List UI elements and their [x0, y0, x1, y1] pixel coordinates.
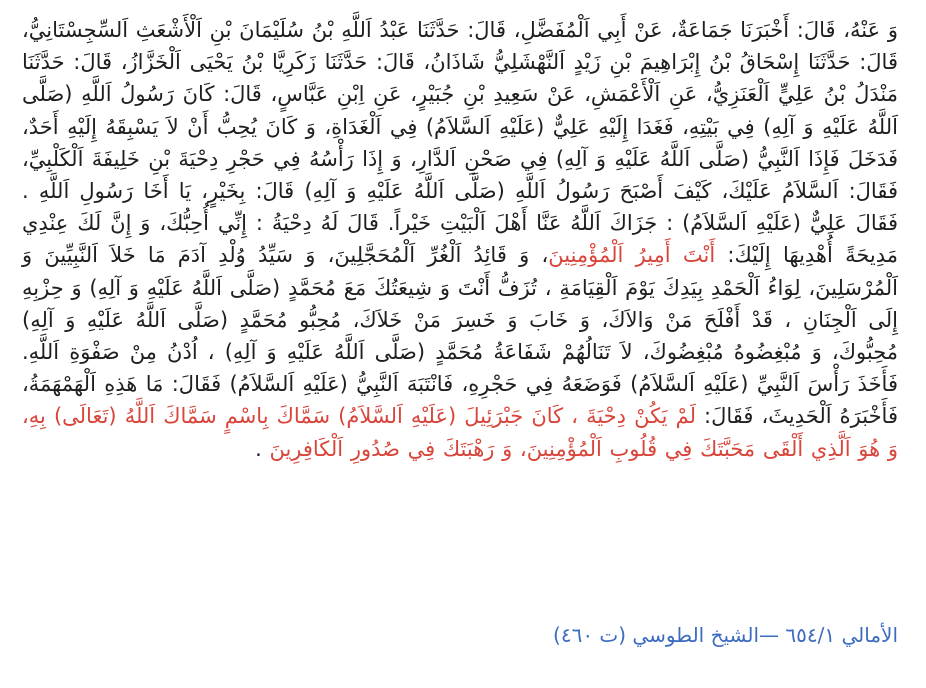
- hadith-highlight-amir-almuminin: أَنْتَ أَمِيرُ اَلْمُؤْمِنِينَ: [548, 243, 716, 268]
- hadith-narration-part1: وَ عَنْهُ، قَالَ: أَخْبَرَنَا جَمَاعَةٌ، عَنْ أَبِي اَلْمُفَضَّلِ، قَالَ: حَدَّثَنَا عَبْدُ اَللَّهِ بْنُ سُلَيْمَانَ بْنِ اَلْأَشْعَثِ اَلسِّجِسْتَانِيُّ، قَالَ: حَدَّثَنَا إِسْحَاقُ بْنُ إِبْرَاهِيمَ بْنِ زَيْدٍ اَلنَّهْشَلِيُّ شَاذَانُ، قَالَ: حَدَّثَنَا زَكَرِيَّا بْنُ يَحْيَى اَلْخَزَّازُ، قَالَ: حَدَّثَنَا مَنْدَلُ بْنُ عَلِيٍّ اَلْعَنَزِيُّ، عَنِ اَلْأَعْمَشِ، عَنْ سَعِيدِ بْنِ جُبَيْرٍ، عَنِ اِبْنِ عَبَّاسٍ، قَالَ: كَانَ رَسُولُ اَللَّهِ (صَلَّى اَللَّهُ عَلَيْهِ وَ آلِهِ) فِي بَيْتِهِ، فَغَدَا إِلَيْهِ عَلِيٌّ (عَلَيْهِ اَلسَّلاَمُ) فِي اَلْغَدَاةِ، وَ كَانَ يُحِبُّ أَنْ لاَ يَسْبِقَهُ إِلَيْهِ أَحَدٌ، فَدَخَلَ فَإِذَا اَلنَّبِيُّ (صَلَّى اَللَّهُ عَلَيْهِ وَ آلِهِ) فِي صَحْنِ اَلدَّارِ، وَ إِذَا رَأْسُهُ فِي حَجْرِ دِحْيَةَ بْنِ خَلِيفَةَ اَلْكَلْبِيِّ، فَقَالَ: اَلسَّلاَمُ عَلَيْكَ، كَيْفَ أَصْبَحَ رَسُولُ اَللَّهِ (صَلَّى اَللَّهُ عَلَيْهِ وَ آلِهِ) قَالَ: بِخَيْرٍ، يَا أَخَا رَسُولِ اَللَّهِ . فَقَالَ عَلِيٌّ (عَلَيْهِ اَلسَّلاَمُ) : جَزَاكَ اَللَّهُ عَنَّا أَهْلَ اَلْبَيْتِ خَيْراً. قَالَ لَهُ دِحْيَةُ : إِنِّي أُحِبُّكَ، وَ إِنَّ لَكَ عِنْدِي مَدِيحَةً أُهْدِيهَا إِلَيْكَ:: [22, 18, 899, 268]
- hadith-highlight-prophet-saying: لَمْ يَكُنْ دِحْيَةَ ، كَانَ جَبْرَئِيلَ (عَلَيْهِ اَلسَّلاَمُ) سَمَّاكَ بِاسْمٍ سَمَّاكَ اَللَّهُ (تَعَالَى) بِهِ، وَ هُوَ اَلَّذِي أَلْقَى مَحَبَّتَكَ فِي قُلُوبِ اَلْمُؤْمِنِينَ، وَ رَهْبَتَكَ فِي صُدُورِ اَلْكَافِرِينَ: [22, 404, 898, 461]
- hadith-end-period: .: [255, 436, 270, 461]
- source-citation: الأمالي ٦٥٤/١ —الشيخ الطوسي (ت ٤٦٠): [553, 623, 898, 647]
- hadith-text: [22, 14, 898, 465]
- hadith-narration-part2: ، وَ قَائِدُ اَلْغُرِّ اَلْمُحَجَّلِينَ، وَ سَيِّدُ وُلْدِ آدَمَ مَا خَلاَ اَلنَّبِيِّينَ وَ اَلْمُرْسَلِينَ، لِوَاءُ اَلْحَمْدِ بِيَدِكَ يَوْمَ اَلْقِيَامَةِ ، تُزَفُّ أَنْتَ وَ شِيعَتُكَ مَعَ مُحَمَّدٍ (صَلَّى اَللَّهُ عَلَيْهِ وَ آلِهِ) وَ حِزْبِهِ إِلَى اَلْجِنَانِ ، قَدْ أَفْلَحَ مَنْ وَالاَكَ، وَ خَابَ وَ خَسِرَ مَنْ خَلاَكَ، مُحِبُّو مُحَمَّدٍ (صَلَّى اَللَّهُ عَلَيْهِ وَ آلِهِ) مُحِبُّوكَ، وَ مُبْغِضُوهُ مُبْغِضُوكَ، لاَ تَنَالُهُمْ شَفَاعَةُ مُحَمَّدٍ (صَلَّى اَللَّهُ عَلَيْهِ وَ آلِهِ) ، اُدْنُ مِنْ صَفْوَةِ اَللَّهِ. فَأَخَذَ رَأْسَ اَلنَّبِيِّ (عَلَيْهِ اَلسَّلاَمُ) فَوَضَعَهُ فِي حَجْرِهِ، فَانْتَبَهَ اَلنَّبِيُّ (عَلَيْهِ اَلسَّلاَمُ) فَقَالَ: مَا هَذِهِ اَلْهَمْهَمَةُ، فَأَخْبَرَهُ اَلْحَدِيثَ، فَقَالَ:: [22, 243, 898, 429]
